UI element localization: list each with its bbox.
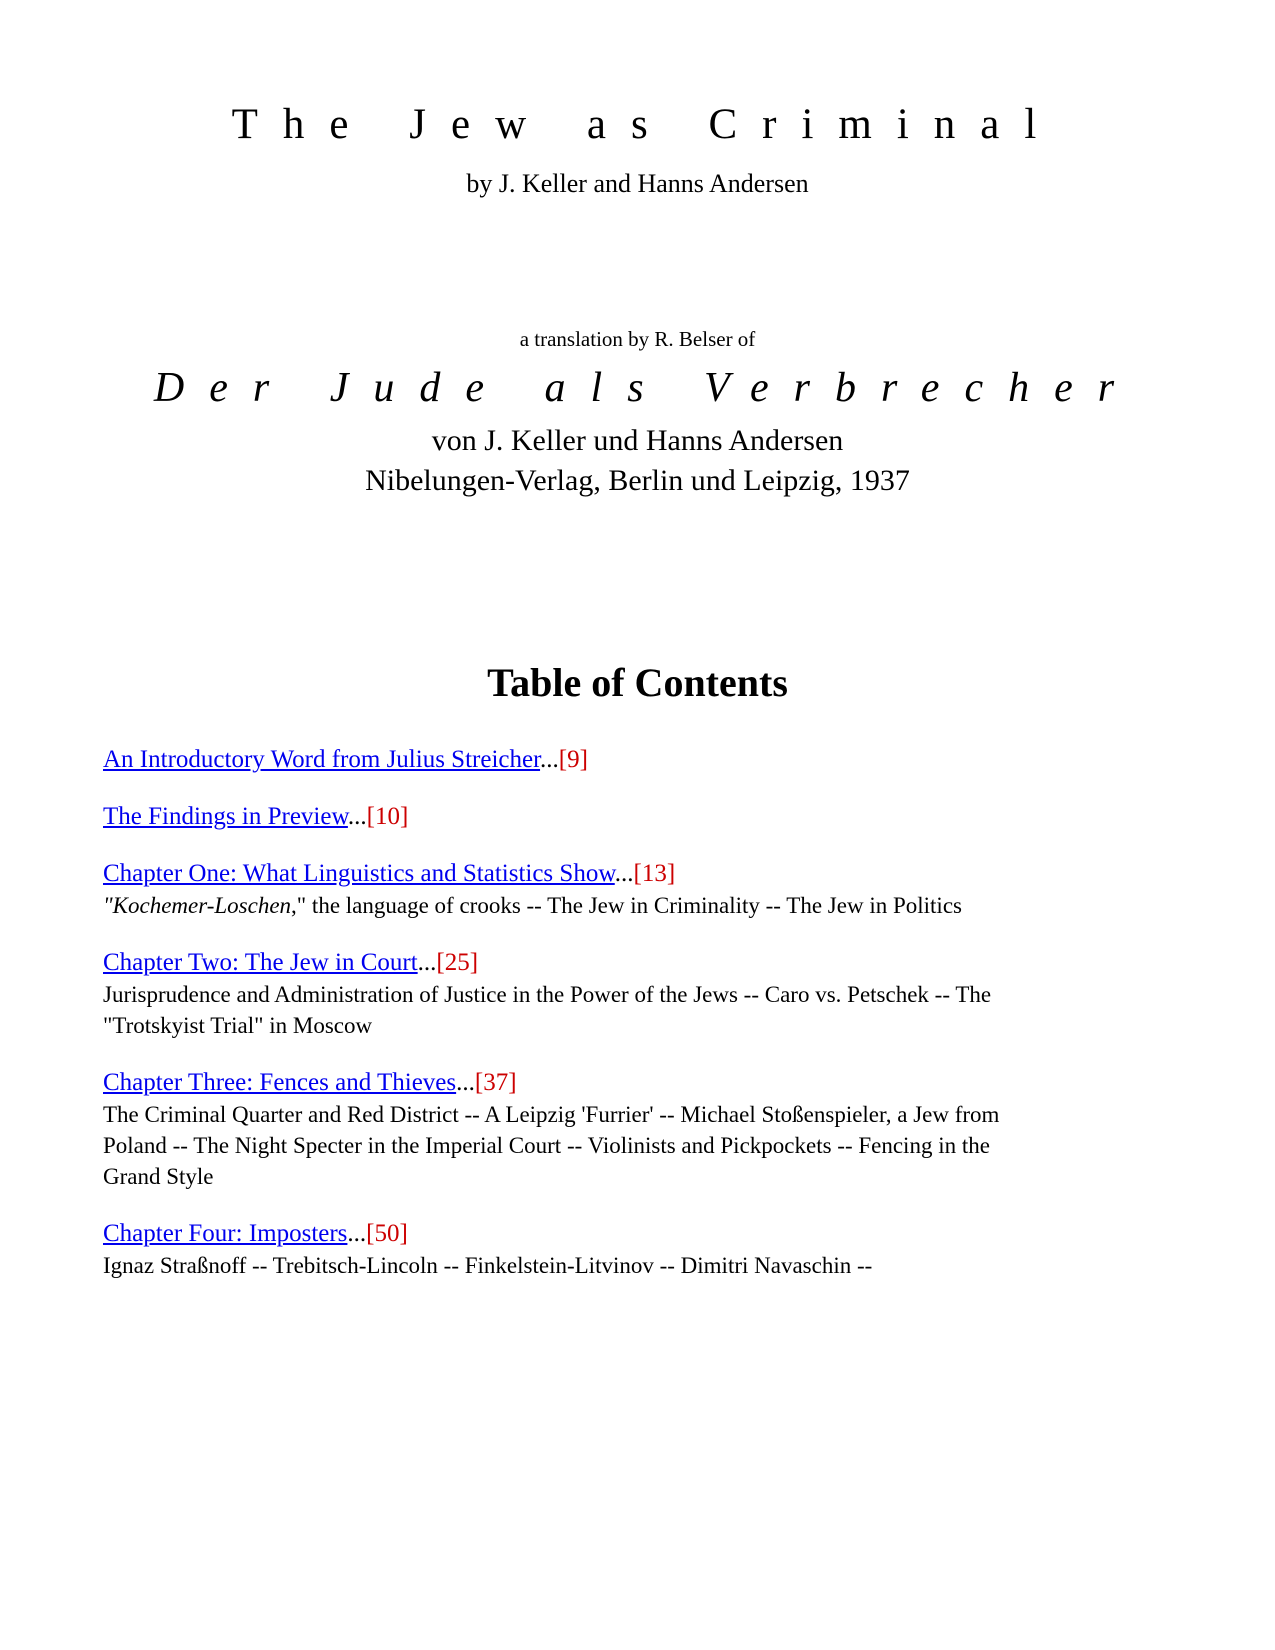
toc-line xyxy=(103,802,1199,832)
toc-page-number: [50] xyxy=(366,1220,408,1247)
table-of-contents-list xyxy=(76,745,1199,1281)
toc-entry xyxy=(103,859,1199,921)
toc-line xyxy=(103,745,1199,775)
toc-page-number: [9] xyxy=(558,746,588,773)
german-title-block xyxy=(76,326,1199,501)
toc-description-italic: "Kochemer-Loschen xyxy=(103,893,292,918)
toc-page-number: [25] xyxy=(436,949,479,976)
german-byline: von J. Keller und Hanns Andersen xyxy=(431,424,844,457)
toc-page-number: [13] xyxy=(633,860,676,887)
toc-dots: ... xyxy=(347,803,367,830)
toc-dots: ... xyxy=(614,860,634,887)
toc-description xyxy=(103,890,1008,921)
toc-entry xyxy=(103,1219,1199,1281)
toc-page-number: [37] xyxy=(474,1069,517,1096)
toc-page-number: [10] xyxy=(366,803,409,830)
toc-line xyxy=(103,1219,1199,1249)
toc-link-introductory-word[interactable]: An Introductory Word from Julius Streicher xyxy=(103,746,541,773)
page-title: The Jew as Criminal xyxy=(231,101,1062,148)
toc-entry xyxy=(103,1068,1199,1192)
toc-dots: ... xyxy=(347,1220,367,1247)
toc-link-chapter-four[interactable]: Chapter Four: Imposters xyxy=(103,1220,348,1247)
toc-link-chapter-one[interactable]: Chapter One: What Linguistics and Statistics Show xyxy=(103,860,615,887)
toc-description: Ignaz Straßnoff -- Trebitsch-Lincoln -- Finkelstein-Litvinov -- Dimitri Navaschin -- xyxy=(103,1253,873,1278)
toc-description: The Criminal Quarter and Red District -- A Leipzig 'Furrier' -- Michael Stoßenspieler, a Jew from Poland -- The Night Specter in the Imperial Court -- Violinists and Pickpockets -- Fencing in the Grand Style xyxy=(103,1102,1000,1189)
toc-link-chapter-three[interactable]: Chapter Three: Fences and Thieves xyxy=(103,1069,457,1096)
publisher-line: Nibelungen-Verlag, Berlin und Leipzig, 1937 xyxy=(365,464,910,497)
toc-entry xyxy=(103,948,1199,1041)
german-title: Der Jude als Verbrecher xyxy=(153,365,1140,411)
toc-link-chapter-two[interactable]: Chapter Two: The Jew in Court xyxy=(103,949,418,976)
english-byline: by J. Keller and Hanns Andersen xyxy=(466,169,809,198)
toc-description-rest: ," the language of crooks -- The Jew in Criminality -- The Jew in Politics xyxy=(291,893,962,918)
table-of-contents-heading: Table of Contents xyxy=(487,660,788,705)
translation-note: a translation by R. Belser of xyxy=(519,327,756,351)
toc-entry xyxy=(103,745,1199,775)
toc-dots: ... xyxy=(417,949,437,976)
toc-link-findings-in-preview[interactable]: The Findings in Preview xyxy=(103,803,348,830)
toc-dots: ... xyxy=(540,746,559,773)
toc-dots: ... xyxy=(456,1069,475,1096)
toc-description: Jurisprudence and Administration of Justice in the Power of the Jews -- Caro vs. Petschek -- The "Trotskyist Trial" in Moscow xyxy=(103,982,992,1038)
title-block xyxy=(76,0,1199,200)
toc-entry xyxy=(103,802,1199,832)
toc-line xyxy=(103,859,1199,889)
toc-line xyxy=(103,1068,1199,1098)
toc-line xyxy=(103,948,1199,978)
